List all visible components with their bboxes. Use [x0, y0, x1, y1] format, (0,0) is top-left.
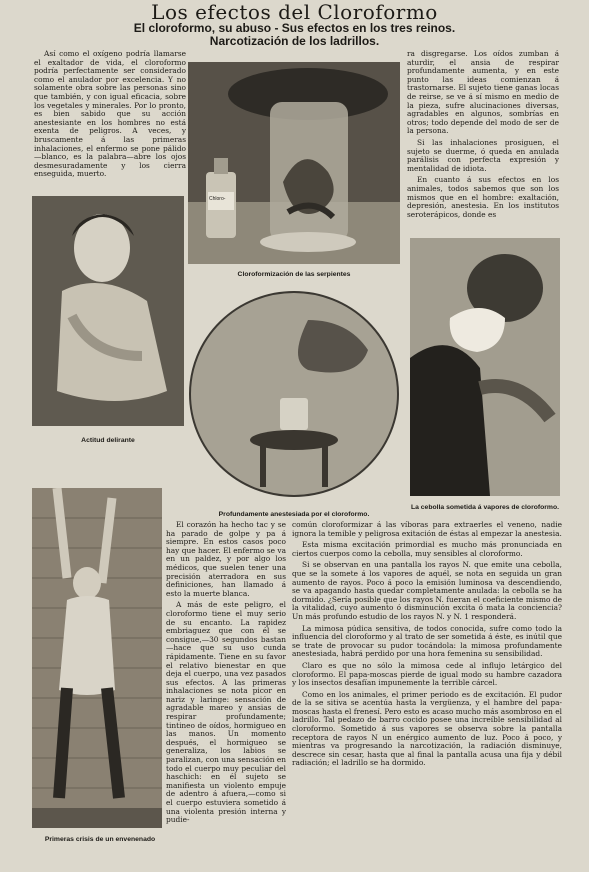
paragraph: En cuanto á sus efectos en los animales, todos sabemos que son los mismos que en el hombre: exaltación, depresión, anestesia. En los institutos seroterápicos, donde es	[407, 175, 559, 219]
text-column-middle	[166, 521, 286, 861]
paragraph: ra disgregarse. Los oídos zumban á aturdir, el ansia de respirar profundamente aumenta, y en este punto las ideas comienzan á trastornarse. El sujeto tiene ganas locas de reirse, se ve á sí mismo en medio de la pieza, sufre alucinaciones diversas, agradables en algunos, sombrías en otros; todo depende del modo de ser de la persona.	[407, 50, 559, 136]
article-title: Los efectos del Cloroformo	[151, 0, 438, 24]
caption-anesthetized: Profundamente anestesiada por el cloroformo.	[218, 511, 370, 518]
text-column-left-top	[34, 50, 186, 190]
photo-delirium	[32, 196, 184, 426]
paragraph: Si se observan en una pantalla los rayos N. que emite una cebolla, que se la somete á los vapores de aquél, se nota en seguida un gran aumento de rayos. Poco á poco la emisión luminosa va descendiendo, se va apagando hasta quedar completamente anulada: la cebolla se ha dormido. ¿Sería posible que los rayos N. fueran el coeficiente mismo de la vitalidad, cuyo aumento ó disminución excita ó mata la conciencia? Un más profundo estudio de los rayos N. y N. 1 responderá.	[292, 560, 562, 621]
paragraph: El corazón ha hecho tac y se ha parado de golpe y pa á siempre. En estos casos poco hay que hacer. El enfermo se va en un paldez, y por algo los médicos, que suelen tener una precisión aterradora en sus definiciones, han llamado á esto la muerte blanca.	[166, 521, 286, 598]
poisoned-photo-image	[32, 488, 162, 828]
caption-onion: La cebolla sometida á vapores de cloroformo.	[410, 504, 560, 511]
delirium-photo-image	[32, 196, 184, 426]
caption-delirium: Actitud delirante	[81, 437, 135, 444]
paragraph: común cloroformizar á las víboras para extraerles el veneno, nadie ignora la temible y peligrosa exitación de éstas al empezar la anestesia.	[292, 521, 562, 538]
photo-snakes-jar	[188, 62, 400, 264]
onion-photo-image	[410, 238, 560, 496]
jar-photo-image	[188, 62, 400, 264]
article-subtitle	[0, 22, 589, 48]
caption-poisoned: Primeras crisis de un envenenado	[44, 836, 156, 843]
anesthetized-photo-image	[188, 290, 400, 500]
photo-anesthetized	[188, 290, 400, 500]
text-column-right	[292, 521, 562, 861]
photo-onion	[410, 238, 560, 496]
paragraph: La mimosa púdica sensitiva, de todos conocida, sufre como todo la influencia del cloroformo y al trato de ser sometida á éste, es inútil que se trate de provocar su pudor tocándola: la mimosa profundamente anestesiada, habrá perdido por una hora femenina su sensibilidad.	[292, 623, 562, 659]
paragraph: Esta misma excitación primordial es mucho más pronunciada en ciertos cuerpos como la cebolla, muy sensibles al cloroformo.	[292, 540, 562, 558]
photo-poisoned	[32, 488, 162, 828]
text-column-right-top	[407, 50, 559, 250]
bottle-label: Chloro-	[209, 196, 226, 202]
subtitle-line-1: El cloroformo, su abuso - Sus efectos en los tres reinos.	[133, 21, 456, 35]
paragraph: Como en los animales, el primer periodo es de excitación. El pudor de la se sitiva se acentúa hasta la vergüenza, y el hambre del papa-moscas hasta el frenesí. Pero esto es acaso mucho más asombroso en el ladrillo. Tal pedazo de barro cocido posee una increíble sensibilidad al cloroformo. Sometido á sus vapores se observa sobre la pantalla receptora de rayos N un enérgico aumento de luz. Poco á poco, y mientras va progresando la narcotización, la radiación disminuye, descrece sin cesar, hasta que al final la pantalla acusa una fija y débil radiación; el ladrillo se ha dormido.	[292, 689, 562, 768]
subtitle-line-2: Narcotización de los ladrillos.	[209, 34, 380, 48]
paragraph: Si las inhalaciones prosiguen, el sujeto se duerme, ó queda en anulada parálisis con perfecta expresión y mentalidad de idiota.	[407, 137, 559, 173]
paragraph: Así como el oxígeno podría llamarse el exaltador de vida, el cloroformo podría perfectamente ser considerado como el anulador por excelencia. Y no solamente obra sobre las personas sino que también, y con igual eficacia, sobre los vegetales y minerales. Por lo pronto, es bien sabido que su acción anestesiante en los hombres no está exenta de peligros. A veces, y bruscamente á las primeras inhalaciones, el enfermo se pone pálido—blanco, es la palabra—abre los ojos desmesuradamente y los cierra enseguida, muerto.	[34, 50, 186, 179]
caption-snakes: Cloroformización de las serpientes	[237, 271, 351, 278]
paragraph: Claro es que no sólo la mimosa cede al influjo letárgico del cloroformo. El papa-moscas pierde de igual modo su hambre cazadora y los insectos desafían impunemente la terrible cárcel.	[292, 660, 562, 688]
paragraph: A más de este peligro, el cloroformo tiene el muy serio de su encanto. La rapidez embriaguez que con él se consigue,—30 segundos bastan—hace que su uso cunda rápidamente. Tiene en su favor el relativo bienestar en que deja el cuerpo, una vez pasados sus efectos. A las primeras inhalaciones se nota picor en nariz y laringe: sensación de agradable mareo y ansias de respirar profundamente; tintineo de oídos, hormigueo en las manos. Un momento después, el hormigueo se generaliza, los labios se paralizan, con una sensación en todo el cuerpo muy peculiar del haschich: en él sujeto se manifiesta un violento empuje de adentro á afuera,—como si el cuerpo estuviera sometido á una violenta presión interna y pudie-	[166, 600, 286, 825]
